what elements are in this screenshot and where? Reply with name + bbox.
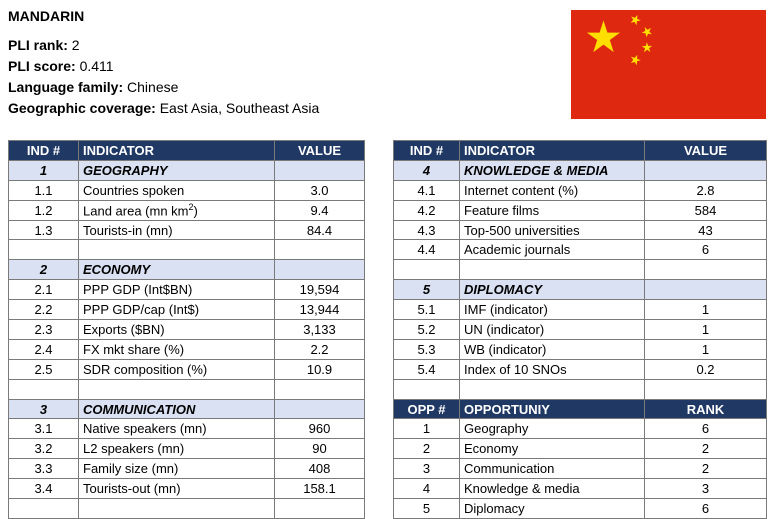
row-num: 4.2 [394, 200, 460, 220]
row-indicator: Family size (mn) [79, 459, 275, 479]
row-value: 3.0 [275, 180, 365, 200]
section-num: 4 [394, 160, 460, 180]
indicator-table-left [8, 140, 365, 519]
row-num: 5 [394, 499, 460, 519]
row-num: 2.3 [9, 320, 79, 340]
section-name: COMMUNICATION [79, 399, 275, 419]
row-rank: 2 [645, 439, 767, 459]
table-row [394, 220, 767, 240]
row-num: 2 [394, 439, 460, 459]
table-row [394, 320, 767, 340]
row-num: 2.1 [9, 280, 79, 300]
table-header-row [9, 141, 365, 161]
row-rank: 6 [645, 419, 767, 439]
row-num: 1.2 [9, 200, 79, 220]
row-opportunity: Geography [460, 419, 645, 439]
row-value: 1 [645, 320, 767, 340]
col-header-indicator: INDICATOR [79, 141, 275, 161]
row-indicator: PPP GDP/cap (Int$) [79, 300, 275, 320]
table-row [9, 339, 365, 359]
indicator-superscript: 2 [188, 201, 194, 212]
row-value: 13,944 [275, 300, 365, 320]
row-indicator: UN (indicator) [460, 320, 645, 340]
spacer-row [9, 499, 365, 519]
row-indicator: Native speakers (mn) [79, 419, 275, 439]
col-header-ind: IND # [394, 141, 460, 161]
pli-score [8, 56, 319, 77]
table-row [9, 220, 365, 240]
pli-score-label: PLI score: [8, 58, 76, 74]
table-row [394, 300, 767, 320]
row-value: 19,594 [275, 280, 365, 300]
row-value: 584 [645, 200, 767, 220]
language-header [8, 6, 319, 119]
section-name: ECONOMY [79, 260, 275, 280]
section-row-geography [9, 160, 365, 180]
row-num: 3 [394, 459, 460, 479]
col-header-indicator: INDICATOR [460, 141, 645, 161]
table-row [9, 300, 365, 320]
row-indicator: Internet content (%) [460, 180, 645, 200]
page-title: MANDARIN [8, 8, 85, 24]
opportunity-header-row [394, 399, 767, 419]
row-value: 1 [645, 300, 767, 320]
section-row-economy [9, 260, 365, 280]
table-row [394, 479, 767, 499]
row-value: 158.1 [275, 479, 365, 499]
row-num: 5.3 [394, 339, 460, 359]
row-indicator: Tourists-in (mn) [79, 220, 275, 240]
geographic-coverage-value: East Asia, Southeast Asia [159, 100, 320, 116]
table-row [9, 280, 365, 300]
row-num: 5.2 [394, 320, 460, 340]
geographic-coverage [8, 98, 319, 119]
pli-rank-value: 2 [71, 37, 80, 53]
row-num: 4.4 [394, 240, 460, 260]
row-opportunity: Communication [460, 459, 645, 479]
table-header-row [394, 141, 767, 161]
row-indicator: IMF (indicator) [460, 300, 645, 320]
indicator-text: Land area (mn km [83, 203, 189, 219]
row-rank: 6 [645, 499, 767, 519]
row-num: 1.1 [9, 180, 79, 200]
row-num: 2.2 [9, 300, 79, 320]
table-row [9, 479, 365, 499]
col-header-opportunity: OPPORTUNIY [460, 399, 645, 419]
col-header-rank: RANK [645, 399, 767, 419]
row-value: 960 [275, 419, 365, 439]
table-row [394, 419, 767, 439]
row-value: 84.4 [275, 220, 365, 240]
row-value: 90 [275, 439, 365, 459]
row-num: 3.4 [9, 479, 79, 499]
table-row [9, 419, 365, 439]
table-row [394, 439, 767, 459]
row-value: 408 [275, 459, 365, 479]
spacer-row [394, 379, 767, 399]
spacer-row [9, 379, 365, 399]
col-header-opp: OPP # [394, 399, 460, 419]
section-name: KNOWLEDGE & MEDIA [460, 160, 645, 180]
table-row [394, 359, 767, 379]
china-flag-icon [571, 10, 766, 119]
table-row [394, 339, 767, 359]
row-num: 2.4 [9, 339, 79, 359]
table-row [9, 200, 365, 220]
spacer-row [9, 240, 365, 260]
row-num: 3.1 [9, 419, 79, 439]
indicator-text-suffix: ) [193, 203, 198, 219]
section-num: 3 [9, 399, 79, 419]
row-num: 5.4 [394, 359, 460, 379]
table-row [9, 459, 365, 479]
section-name: GEOGRAPHY [79, 160, 275, 180]
geographic-coverage-label: Geographic coverage: [8, 100, 156, 116]
row-value: 0.2 [645, 359, 767, 379]
col-header-value: VALUE [275, 141, 365, 161]
row-indicator: FX mkt share (%) [79, 339, 275, 359]
row-value: 10.9 [275, 359, 365, 379]
row-num: 2.5 [9, 359, 79, 379]
row-opportunity: Economy [460, 439, 645, 459]
section-num: 5 [394, 280, 460, 300]
row-value: 43 [645, 220, 767, 240]
row-num: 1.3 [9, 220, 79, 240]
row-indicator: L2 speakers (mn) [79, 439, 275, 459]
spacer-row [394, 260, 767, 280]
row-rank: 3 [645, 479, 767, 499]
row-indicator: Exports ($BN) [79, 320, 275, 340]
table-row [394, 200, 767, 220]
row-value: 2.2 [275, 339, 365, 359]
section-row-communication [9, 399, 365, 419]
row-indicator: Tourists-out (mn) [79, 479, 275, 499]
pli-score-value: 0.411 [79, 58, 114, 74]
row-indicator: WB (indicator) [460, 339, 645, 359]
row-value: 6 [645, 240, 767, 260]
section-num: 2 [9, 260, 79, 280]
row-indicator: Index of 10 SNOs [460, 359, 645, 379]
pli-rank-label: PLI rank: [8, 37, 68, 53]
table-row [394, 499, 767, 519]
section-num: 1 [9, 160, 79, 180]
pli-rank [8, 35, 319, 56]
language-family-value: Chinese [127, 79, 179, 95]
row-value: 1 [645, 339, 767, 359]
row-indicator: Top-500 universities [460, 220, 645, 240]
row-indicator: SDR composition (%) [79, 359, 275, 379]
col-header-value: VALUE [645, 141, 767, 161]
row-value: 9.4 [275, 200, 365, 220]
row-num: 3.3 [9, 459, 79, 479]
row-indicator: Feature films [460, 200, 645, 220]
row-value: 3,133 [275, 320, 365, 340]
table-row [9, 359, 365, 379]
row-opportunity: Knowledge & media [460, 479, 645, 499]
row-num: 5.1 [394, 300, 460, 320]
row-indicator: Academic journals [460, 240, 645, 260]
table-row [394, 180, 767, 200]
table-row [9, 320, 365, 340]
language-family-label: Language family: [8, 79, 124, 95]
row-num: 3.2 [9, 439, 79, 459]
row-num: 4.1 [394, 180, 460, 200]
section-name: DIPLOMACY [460, 280, 645, 300]
section-row-diplomacy [394, 280, 767, 300]
section-row-knowledge-media [394, 160, 767, 180]
row-rank: 2 [645, 459, 767, 479]
row-opportunity: Diplomacy [460, 499, 645, 519]
row-num: 1 [394, 419, 460, 439]
indicator-table-right [393, 140, 767, 519]
table-row [9, 180, 365, 200]
table-row [9, 439, 365, 459]
col-header-ind: IND # [9, 141, 79, 161]
row-indicator: PPP GDP (Int$BN) [79, 280, 275, 300]
table-row [394, 459, 767, 479]
row-value: 2.8 [645, 180, 767, 200]
table-row [394, 240, 767, 260]
row-num: 4 [394, 479, 460, 499]
row-num: 4.3 [394, 220, 460, 240]
row-indicator [79, 200, 275, 220]
row-indicator: Countries spoken [79, 180, 275, 200]
language-family [8, 77, 319, 98]
